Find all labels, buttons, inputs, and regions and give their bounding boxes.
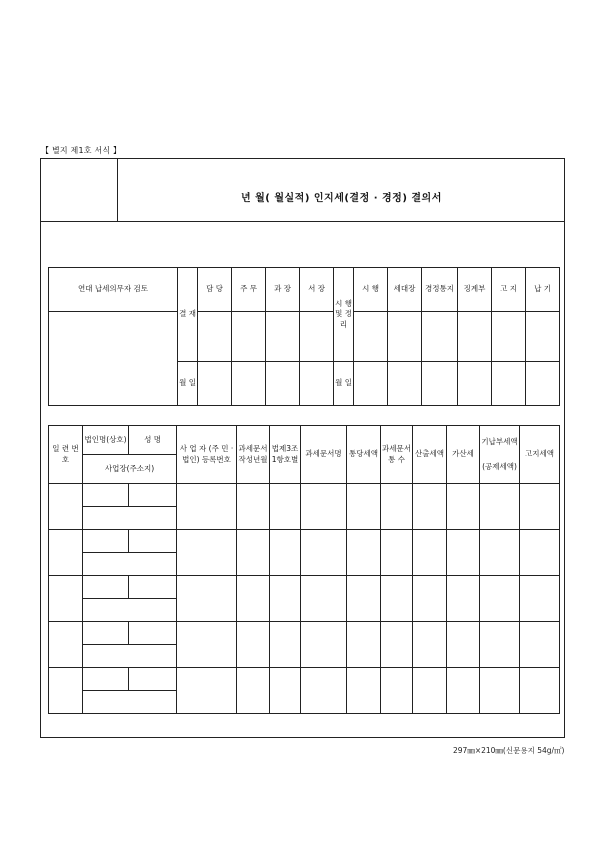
doc-count-cell[interactable]	[381, 668, 413, 714]
address-cell[interactable]	[83, 507, 177, 530]
exec-date-cell[interactable]	[354, 362, 388, 406]
doc-count-cell[interactable]	[381, 576, 413, 622]
bizno-cell[interactable]	[177, 530, 237, 576]
doc-count-cell[interactable]	[381, 622, 413, 668]
name-cell[interactable]	[129, 530, 177, 553]
law-cell[interactable]	[270, 622, 301, 668]
name-cell[interactable]	[129, 622, 177, 645]
exec-header-1: 시 행	[354, 268, 388, 312]
exec-header-2: 세대장	[388, 268, 422, 312]
review-body-cell[interactable]	[49, 312, 178, 406]
add-tax-cell[interactable]	[447, 576, 480, 622]
col-paid-tax	[480, 426, 520, 484]
unit-tax-cell[interactable]	[347, 530, 381, 576]
bizno-cell[interactable]	[177, 668, 237, 714]
address-cell[interactable]	[83, 553, 177, 576]
law-cell[interactable]	[270, 576, 301, 622]
unit-tax-cell[interactable]	[347, 484, 381, 530]
col-address: 사업장(주소지)	[83, 455, 177, 484]
col-doc-name: 과세문서명	[301, 426, 347, 484]
table-row	[49, 530, 560, 553]
exec-header-5: 고 지	[492, 268, 526, 312]
address-cell[interactable]	[83, 645, 177, 668]
approval-table	[48, 267, 560, 406]
law-cell[interactable]	[270, 668, 301, 714]
gyeoljae-label: 결 재	[178, 268, 198, 362]
table-row	[49, 576, 560, 599]
law-cell[interactable]	[270, 530, 301, 576]
doc-name-cell[interactable]	[301, 622, 347, 668]
doc-name-cell[interactable]	[301, 530, 347, 576]
col-paid-tax-sub: (공제세액)	[482, 461, 517, 471]
notice-tax-cell[interactable]	[520, 576, 560, 622]
col-doc-count: 과세문서 통 수	[381, 426, 413, 484]
date-label-2: 월 일	[334, 362, 354, 406]
calc-tax-cell[interactable]	[413, 622, 447, 668]
title-left-cell	[41, 159, 118, 221]
approval-header-1: 담 당	[198, 268, 232, 312]
corp-name-cell[interactable]	[83, 576, 129, 599]
date-label: 월 일	[178, 362, 198, 406]
col-doc-date: 과세문서 작성년월	[237, 426, 270, 484]
law-cell[interactable]	[270, 484, 301, 530]
calc-tax-cell[interactable]	[413, 576, 447, 622]
form-label: 【 별지 제1호 서식 】	[41, 146, 122, 155]
exec-cell[interactable]	[388, 312, 422, 362]
serial-cell[interactable]	[49, 530, 83, 576]
exec-header-4: 징계부	[458, 268, 492, 312]
corp-name-cell[interactable]	[83, 622, 129, 645]
col-paid-tax-label: 기납부세액	[481, 437, 518, 447]
corp-name-cell[interactable]	[83, 668, 129, 691]
title-row	[41, 159, 564, 222]
calc-tax-cell[interactable]	[413, 530, 447, 576]
col-notice-tax: 고지세액	[520, 426, 560, 484]
table-row	[49, 622, 560, 645]
notice-tax-cell[interactable]	[520, 668, 560, 714]
paid-tax-cell[interactable]	[480, 622, 520, 668]
exec-date-cell[interactable]	[526, 362, 560, 406]
sign-cell[interactable]	[198, 312, 232, 362]
name-cell[interactable]	[129, 484, 177, 507]
exec-cell[interactable]	[422, 312, 458, 362]
doc-date-cell[interactable]	[237, 668, 270, 714]
col-law: 법제3조 1항호별	[270, 426, 301, 484]
doc-date-cell[interactable]	[237, 622, 270, 668]
serial-cell[interactable]	[49, 484, 83, 530]
calc-tax-cell[interactable]	[413, 668, 447, 714]
exec-date-cell[interactable]	[458, 362, 492, 406]
paid-tax-cell[interactable]	[480, 668, 520, 714]
table-row	[49, 484, 560, 507]
add-tax-cell[interactable]	[447, 530, 480, 576]
paid-tax-cell[interactable]	[480, 530, 520, 576]
bizno-cell[interactable]	[177, 484, 237, 530]
col-name: 성 명	[129, 426, 177, 455]
address-cell[interactable]	[83, 691, 177, 714]
doc-count-cell[interactable]	[381, 484, 413, 530]
col-unit-tax: 통당세액	[347, 426, 381, 484]
notice-tax-cell[interactable]	[520, 484, 560, 530]
approval-header-2: 주 무	[232, 268, 266, 312]
table-row	[49, 668, 560, 691]
exec-date-cell[interactable]	[388, 362, 422, 406]
doc-date-cell[interactable]	[237, 484, 270, 530]
exec-cell[interactable]	[526, 312, 560, 362]
corp-name-cell[interactable]	[83, 484, 129, 507]
shihaeng-jeongri-label: 시 행 및 정 리	[334, 268, 354, 362]
bizno-cell[interactable]	[177, 622, 237, 668]
serial-cell[interactable]	[49, 622, 83, 668]
add-tax-cell[interactable]	[447, 622, 480, 668]
col-corp-name: 법인명(상호)	[83, 426, 129, 455]
notice-tax-cell[interactable]	[520, 622, 560, 668]
exec-date-cell[interactable]	[492, 362, 526, 406]
exec-cell[interactable]	[492, 312, 526, 362]
sign-cell[interactable]	[232, 312, 266, 362]
unit-tax-cell[interactable]	[347, 576, 381, 622]
doc-name-cell[interactable]	[301, 668, 347, 714]
exec-header-3: 경정통지	[422, 268, 458, 312]
name-cell[interactable]	[129, 668, 177, 691]
paid-tax-cell[interactable]	[480, 484, 520, 530]
exec-cell[interactable]	[354, 312, 388, 362]
unit-tax-cell[interactable]	[347, 668, 381, 714]
col-bizno: 사 업 자 (주 민 · 법인) 등록번호	[177, 426, 237, 484]
form-outer-frame	[40, 158, 565, 738]
paper-spec-footer: 297㎜×210㎜(신문용지 54g/㎡)	[453, 746, 565, 755]
corp-name-cell[interactable]	[83, 530, 129, 553]
col-add-tax: 가산세	[447, 426, 480, 484]
exec-header-6: 납 기	[526, 268, 560, 312]
serial-cell[interactable]	[49, 668, 83, 714]
address-cell[interactable]	[83, 599, 177, 622]
col-serial: 일 련 번 호	[49, 426, 83, 484]
doc-count-cell[interactable]	[381, 530, 413, 576]
form-title: 년 월( 월실적) 인지세(결정 · 경정) 결의서	[241, 193, 442, 204]
doc-date-cell[interactable]	[237, 530, 270, 576]
bizno-cell[interactable]	[177, 576, 237, 622]
serial-cell[interactable]	[49, 576, 83, 622]
unit-tax-cell[interactable]	[347, 622, 381, 668]
approval-header-4: 서 장	[300, 268, 334, 312]
calc-tax-cell[interactable]	[413, 484, 447, 530]
doc-name-cell[interactable]	[301, 484, 347, 530]
add-tax-cell[interactable]	[447, 484, 480, 530]
date-cell[interactable]	[300, 362, 334, 406]
review-label: 연대 납세의무자 검토	[49, 268, 178, 312]
notice-tax-cell[interactable]	[520, 530, 560, 576]
sign-cell[interactable]	[300, 312, 334, 362]
approval-header-3: 과 장	[266, 268, 300, 312]
exec-date-cell[interactable]	[422, 362, 458, 406]
add-tax-cell[interactable]	[447, 668, 480, 714]
col-calc-tax: 산출세액	[413, 426, 447, 484]
table-body	[49, 484, 560, 714]
name-cell[interactable]	[129, 576, 177, 599]
date-cell[interactable]	[198, 362, 232, 406]
date-cell[interactable]	[232, 362, 266, 406]
date-cell[interactable]	[266, 362, 300, 406]
exec-cell[interactable]	[458, 312, 492, 362]
doc-date-cell[interactable]	[237, 576, 270, 622]
paid-tax-cell[interactable]	[480, 576, 520, 622]
main-table	[48, 425, 560, 714]
sign-cell[interactable]	[266, 312, 300, 362]
doc-name-cell[interactable]	[301, 576, 347, 622]
